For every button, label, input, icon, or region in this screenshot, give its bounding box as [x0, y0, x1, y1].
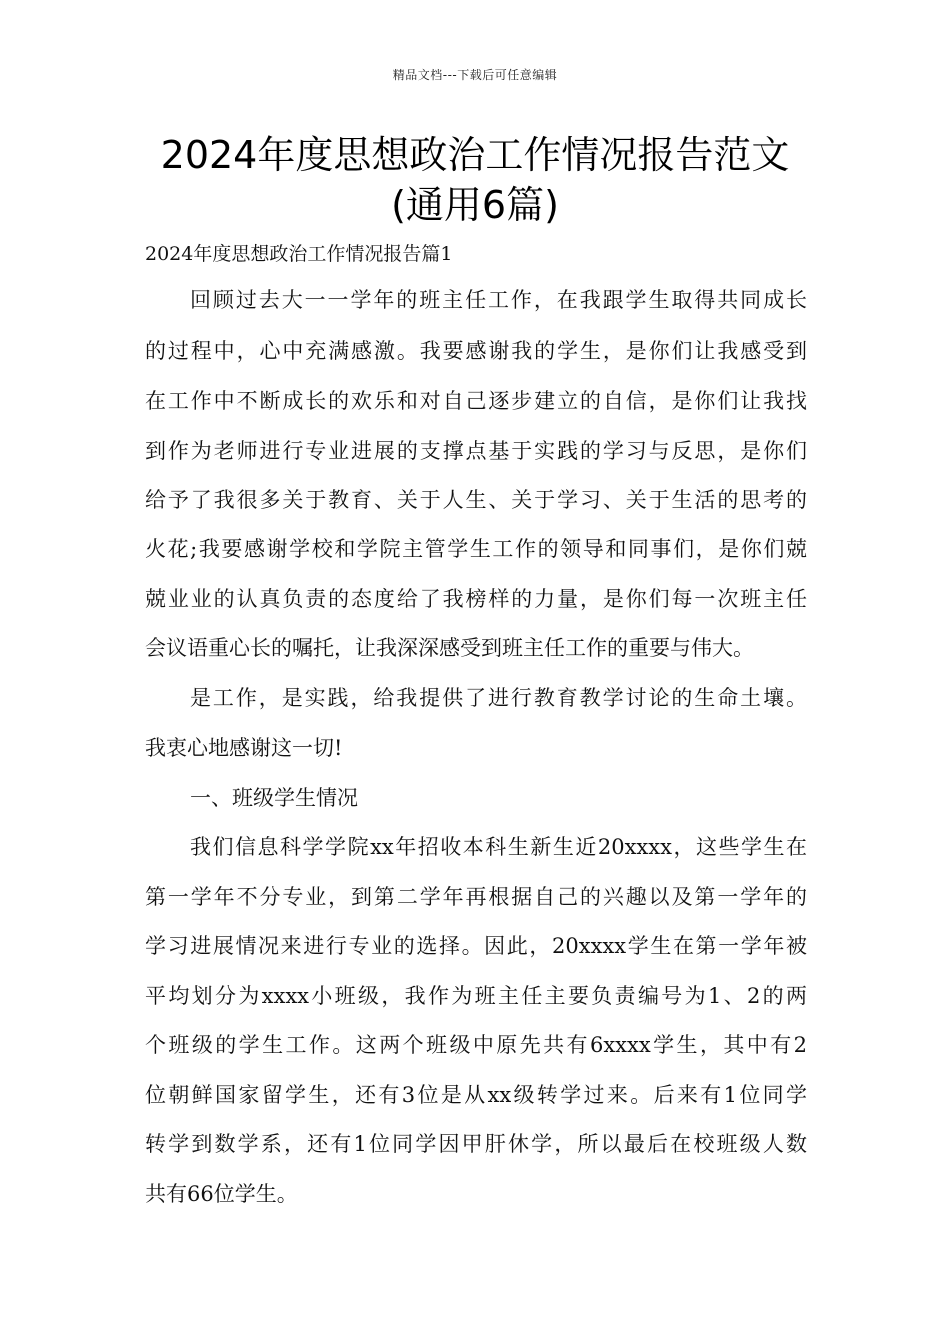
paragraph-line: 回顾过去大一一学年的班主任工作，在我跟学生取得共同成长	[190, 288, 807, 312]
paragraph-line: 在工作中不断成长的欢乐和对自己逐步建立的自信，是你们让我找	[145, 389, 807, 413]
section-subtitle: 2024年度思想政治工作情况报告篇1	[145, 243, 453, 265]
paragraph-line: 我们信息科学学院xx年招收本科生新生近20xxxx，这些学生在	[190, 835, 807, 859]
paragraph-line: 的过程中，心中充满感激。我要感谢我的学生，是你们让我感受到	[145, 339, 807, 363]
paragraph-line: 共有66位学生。	[145, 1182, 298, 1206]
paragraph-line: 到作为老师进行专业进展的支撑点基于实践的学习与反思，是你们	[145, 439, 807, 463]
paragraph-line: 平均划分为xxxx小班级，我作为班主任主要负责编号为1、2的两	[145, 984, 807, 1008]
document-title-line-2: (通用6篇)	[391, 183, 559, 227]
paragraph-line: 给予了我很多关于教育、关于人生、关于学习、关于生活的思考的	[145, 488, 807, 512]
section-heading-text: 一、班级学生情况	[190, 786, 358, 810]
paragraph-line: 兢业业的认真负责的态度给了我榜样的力量，是你们每一次班主任	[145, 587, 807, 611]
paragraph-line: 转学到数学系，还有1位同学因甲肝休学，所以最后在校班级人数	[145, 1132, 807, 1156]
paragraph-line: 个班级的学生工作。这两个班级中原先共有6xxxx学生，其中有2	[145, 1033, 807, 1057]
paragraph-line: 位朝鲜国家留学生，还有3位是从xx级转学过来。后来有1位同学	[145, 1083, 807, 1107]
paragraph-line: 会议语重心长的嘱托，让我深深感受到班主任工作的重要与伟大。	[145, 636, 754, 660]
page-header: 精品文档---下载后可任意编辑	[392, 68, 558, 82]
document-title-line-1: 2024年度思想政治工作情况报告范文	[160, 133, 790, 177]
paragraph-line: 火花;我要感谢学校和学院主管学生工作的领导和同事们，是你们兢	[145, 537, 807, 561]
paragraph-line: 我衷心地感谢这一切!	[145, 736, 343, 760]
paragraph-line: 第一学年不分专业，到第二学年再根据自己的兴趣以及第一学年的	[145, 885, 807, 909]
paragraph-line: 学习进展情况来进行专业的选择。因此，20xxxx学生在第一学年被	[145, 934, 807, 958]
paragraph-line: 是工作，是实践，给我提供了进行教育教学讨论的生命土壤。	[190, 686, 807, 710]
